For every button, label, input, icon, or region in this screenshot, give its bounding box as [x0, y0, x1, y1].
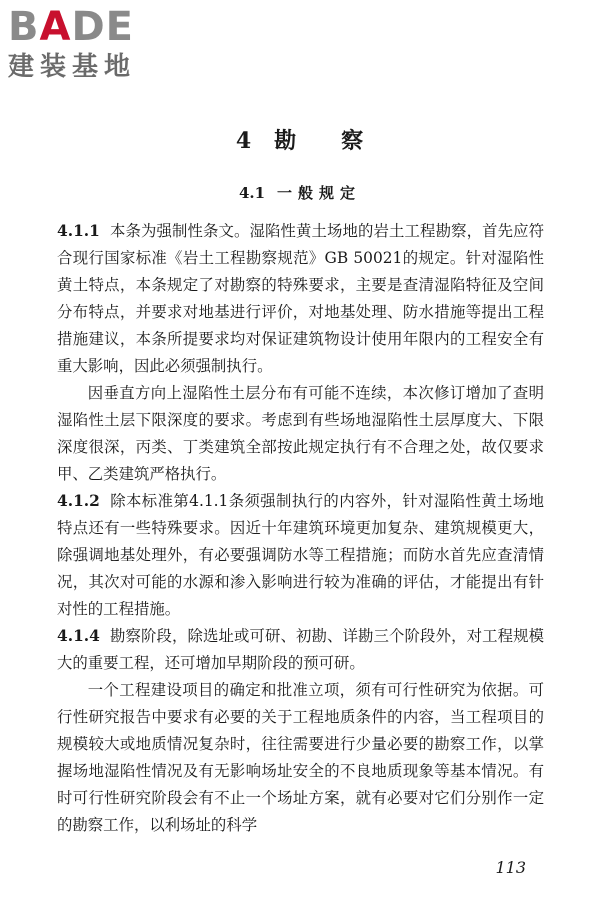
page-number: 113 — [495, 858, 526, 877]
clause-paragraph — [57, 623, 544, 677]
paragraph-text: 一个工程建设项目的确定和批准立项，须有可行性研究为依据。可行性研究报告中要求有必要的关于工程地质条件的内容，当工程项目的规模较大或地质情况复杂时，往往需要进行少量必要的勘察工作，以掌握场地湿陷性情况及有无影响场址安全的不良地质现象等基本情况。有时可行性研究阶段会有不止一个场址方案，就有必要对它们分别作一定的勘察工作，以利场址的科学 — [57, 681, 544, 834]
clause-text: 勘察阶段，除选址或可研、初勘、详勘三个阶段外，对工程规模大的重要工程，还可增加早期阶段的预可研。 — [57, 627, 544, 672]
logo-wordmark — [8, 6, 178, 48]
clause-number: 4.1.1 — [57, 222, 100, 240]
logo-letter-a: A — [39, 4, 72, 50]
section-title — [0, 182, 600, 203]
chapter-word-1: 勘 — [274, 128, 298, 154]
logo-letter-b: B — [8, 4, 40, 50]
clause-text: 本条为强制性条文。湿陷性黄土场地的岩土工程勘察，首先应符合现行国家标准《岩土工程勘察规范》GB 50021的规定。针对湿陷性黄土特点，本条规定了对勘察的特殊要求，主要是查清湿陷特征及空间分布特点，并要求对地基进行评价，对地基处理、防水措施等提出工程措施建议，本条所提要求均对保证建筑物设计使用年限内的工程安全有重大影响，因此必须强制执行。 — [57, 222, 544, 375]
chapter-number: 4 — [235, 128, 253, 154]
section-number: 4.1 — [238, 184, 266, 202]
clause-number: 4.1.2 — [57, 492, 100, 510]
chapter-word-2: 察 — [341, 128, 365, 154]
clause-paragraph — [57, 218, 544, 380]
body-paragraph — [57, 380, 544, 488]
body-paragraph — [57, 677, 544, 839]
bade-logo — [8, 6, 178, 82]
logo-letters-de: DE — [71, 4, 134, 50]
section-heading: 一般规定 — [277, 184, 362, 202]
paragraph-text: 因垂直方向上湿陷性土层分布有可能不连续，本次修订增加了查明湿陷性土层下限深度的要求。考虑到有些场地湿陷性土层厚度大、下限深度很深，丙类、丁类建筑全部按此规定执行有不合理之处，故仅要求甲、乙类建筑严格执行。 — [57, 384, 544, 483]
clause-number: 4.1.4 — [57, 627, 100, 645]
clause-paragraph — [57, 488, 544, 623]
chapter-title — [0, 124, 600, 155]
body-text — [57, 218, 544, 839]
logo-subtitle: 建装基地 — [8, 52, 137, 82]
clause-text: 除本标准第4.1.1条须强制执行的内容外，针对湿陷性黄土场地特点还有一些特殊要求。因近十年建筑环境更加复杂、建筑规模更大，除强调地基处理外，有必要强调防水等工程措施；而防水首先应查清情况，其次对可能的水源和渗入影响进行较为准确的评估，才能提出有针对性的工程措施。 — [57, 492, 544, 618]
